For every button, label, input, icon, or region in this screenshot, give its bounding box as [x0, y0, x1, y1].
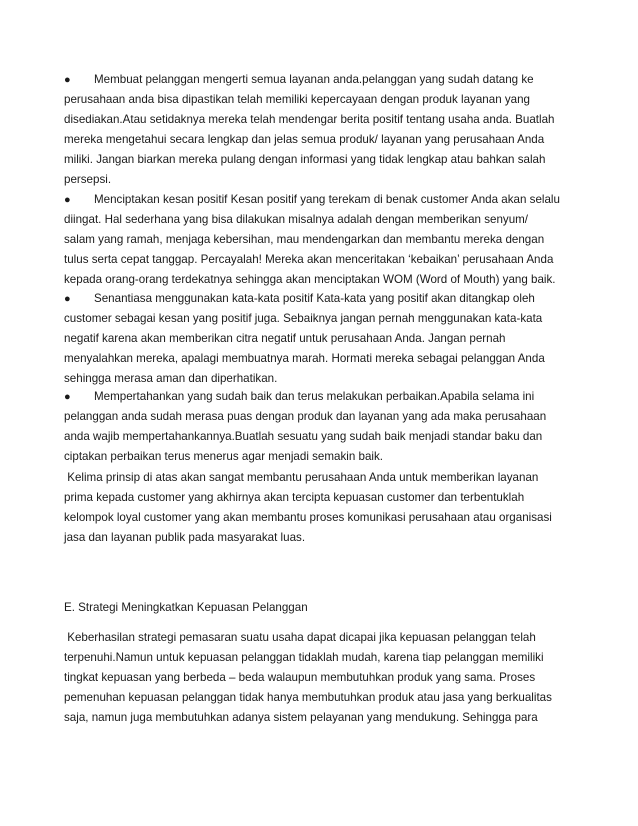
section-heading: E. Strategi Meningkatkan Kepuasan Pelanggan — [64, 601, 308, 614]
paragraph-line: terpenuhi.Namun untuk kepuasan pelanggan tidaklah mudah, karena tiap pelanggan memiliki — [64, 651, 544, 664]
paragraph-line: sehingga merasa aman dan diperhatikan. — [64, 372, 278, 385]
paragraph-line: saja, namun juga membutuhkan adanya sistem pelayanan yang mendukung. Sehingga para — [64, 711, 538, 724]
paragraph-line: menyalahkan mereka, apalagi membuatnya marah. Hormati mereka sebagai pelanggan Anda — [64, 352, 545, 365]
summary-paragraph — [64, 468, 574, 548]
paragraph-line: salam yang ramah, menjaga kebersihan, mau mendengarkan dan membantu mereka dengan — [64, 233, 545, 246]
paragraph-line: customer sebagai kesan yang positif juga. Sebaiknya jangan pernah menggunakan kata-kata — [64, 312, 543, 325]
paragraph-line — [64, 387, 574, 407]
paragraph-line: negatif karena akan memberikan citra negatif untuk perusahaan Anda. Jangan pernah — [64, 332, 506, 345]
bullet-icon: ● — [64, 74, 71, 86]
paragraph-line: kelompok loyal customer yang akan membantu proses komunikasi perusahaan atau organisasi — [64, 511, 552, 524]
paragraph-line — [64, 70, 574, 90]
paragraph-line: mereka mengetahui secara lengkap dan jelas semua produk/ layanan yang perusahaan Anda — [64, 133, 545, 146]
line-text: Senantiasa menggunakan kata-kata positif Kata-kata yang positif akan ditangkap oleh — [94, 292, 535, 305]
paragraph-line: perusahaan anda bisa dipastikan telah memiliki kepercayaan dengan produk layanan yang — [64, 93, 530, 106]
bullet-paragraph-2 — [64, 190, 574, 290]
paragraph-line: pemenuhan kepuasan pelanggan tidak hanya membutuhkan produk atau jasa yang berkualitas — [64, 691, 552, 704]
paragraph-line: persepsi. — [64, 173, 112, 186]
paragraph-line: jasa dan layanan publik pada masyarakat luas. — [64, 531, 306, 544]
paragraph-line: Kelima prinsip di atas akan sangat membantu perusahaan Anda untuk memberikan layanan — [64, 471, 539, 484]
bullet-paragraph-1 — [64, 70, 574, 190]
line-text: Menciptakan kesan positif Kesan positif yang terekam di benak customer Anda akan selalu — [94, 193, 560, 206]
paragraph-line: miliki. Jangan biarkan mereka pulang dengan informasi yang tidak lengkap atau bahkan salah — [64, 153, 546, 166]
paragraph-line: tingkat kepuasan yang berbeda – beda walaupun membutuhkan produk yang sama. Proses — [64, 671, 536, 684]
bullet-paragraph-4 — [64, 387, 574, 467]
paragraph-line: kepada orang-orang terdekatnya sehingga akan menciptakan WOM (Word of Mouth) yang baik. — [64, 273, 556, 286]
paragraph-line: diingat. Hal sederhana yang bisa dilakukan misalnya adalah dengan memberikan senyum/ — [64, 213, 529, 226]
paragraph-line: prima kepada customer yang akhirnya akan tercipta kepuasan customer dan terbentuklah — [64, 491, 525, 504]
section-heading-block — [64, 598, 574, 618]
bullet-icon: ● — [64, 391, 71, 403]
paragraph-line: disediakan.Atau setidaknya mereka telah mendengar berita positif tentang usaha anda. Buatlah — [64, 113, 555, 126]
paragraph-line: pelanggan anda sudah merasa puas dengan produk dan layanan yang ada maka perusahaan — [64, 410, 547, 423]
paragraph-line — [64, 190, 574, 210]
paragraph-line: anda wajib mempertahankannya.Buatlah sesuatu yang sudah baik menjadi standar baku dan — [64, 430, 543, 443]
line-text: Membuat pelanggan mengerti semua layanan anda.pelanggan yang sudah datang ke — [94, 73, 534, 86]
paragraph-line: ciptakan perbaikan terus menerus agar menjadi semakin baik. — [64, 450, 383, 463]
paragraph-line — [64, 289, 574, 309]
section-paragraph — [64, 628, 574, 728]
line-text: Mempertahankan yang sudah baik dan terus melakukan perbaikan.Apabila selama ini — [94, 390, 535, 403]
bullet-icon: ● — [64, 293, 71, 305]
paragraph-line: tulus serta cepat tanggap. Percayalah! Mereka akan menceritakan ‘kebaikan’ perusahaan Anda — [64, 253, 554, 266]
paragraph-line: Keberhasilan strategi pemasaran suatu usaha dapat dicapai jika kepuasan pelanggan telah — [64, 631, 536, 644]
bullet-paragraph-3 — [64, 289, 574, 389]
bullet-icon: ● — [64, 194, 71, 206]
